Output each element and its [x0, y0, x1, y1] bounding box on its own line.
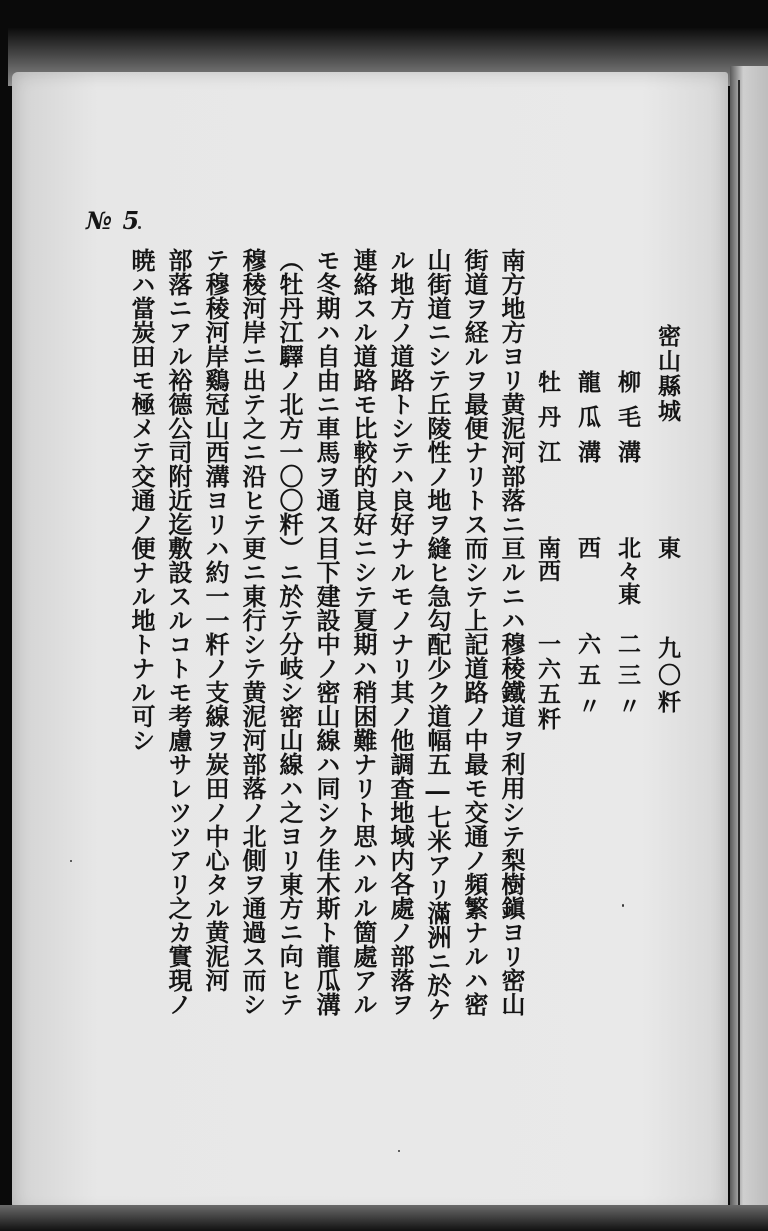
distance-place: 密山縣城	[654, 324, 681, 424]
distance-place: 龍瓜溝	[574, 370, 601, 475]
paragraph-line: ル地方ノ道路トシテハ良好ナルモノナリ其ノ他調査地域内各處ノ部落ヲ	[386, 248, 415, 1016]
distance-value: 一六五粁	[534, 632, 561, 732]
paragraph-line: 街道ヲ経ルヲ最便ナリトス而シテ上記道路ノ中最モ交通ノ頻繁ナルハ密	[460, 248, 489, 1016]
paragraph-line: テ穆稜河岸鷄冠山西溝ヨリハ約一一粁ノ支線ヲ炭田ノ中心タル黄泥河	[201, 248, 230, 992]
distance-direction: 北々東	[614, 536, 641, 605]
page-edge	[730, 66, 768, 1216]
distance-row	[652, 324, 682, 1224]
paragraph-line: 穆稜河岸ニ出テ之ニ沿ヒテ更ニ東行シテ黄泥河部落ノ北側ヲ通過ス而シ	[238, 248, 267, 1016]
distance-place: 柳毛溝	[614, 370, 641, 475]
distance-place: 牡丹江	[534, 370, 561, 475]
page-number: № 5	[86, 206, 141, 235]
paragraph-line: 暁ハ當炭田モ極メテ交通ノ便ナル地トナル可シ	[127, 248, 156, 752]
distance-row	[572, 370, 602, 1231]
paragraph-line: 南方地方ヨリ黄泥河部落ニ亘ルニハ穆稜鐵道ヲ利用シテ梨樹鎭ヨリ密山	[497, 248, 526, 1016]
distance-direction: 南西	[534, 536, 561, 582]
distance-row	[532, 370, 562, 1231]
paragraph-line: 山街道ニシテ丘陵性ノ地ヲ縫ヒ急勾配少ク道幅五―七米アリ滿洲ニ於ケ	[423, 248, 452, 1021]
paragraph-line: 連絡スル道路モ比較的良好ニシテ夏期ハ稍困難ナリト思ハルル箇處アル	[349, 248, 378, 1016]
ink-speck	[398, 1150, 400, 1152]
paragraph-line: （牡丹江驛ノ北方一〇〇粁）ニ於テ分岐シ密山線ハ之ヨリ東方ニ向ヒテ	[275, 248, 304, 1016]
paragraph-line: 部落ニアル裕德公司附近迄敷設スルコトモ考慮サレツツアリ之カ實現ノ	[164, 248, 193, 1016]
distance-value: 二三〃	[614, 632, 641, 725]
paragraph-line: モ冬期ハ自由ニ車馬ヲ通ス目下建設中ノ密山線ハ同シク佳木斯ト龍瓜溝	[312, 248, 341, 1016]
distance-direction: 西	[574, 536, 601, 559]
ink-speck	[70, 860, 72, 862]
spine-line	[738, 80, 740, 1220]
distance-value: 九〇粁	[654, 636, 681, 717]
distance-direction: 東	[654, 536, 681, 559]
distance-row	[612, 370, 642, 1231]
distance-value: 六五〃	[574, 632, 601, 725]
